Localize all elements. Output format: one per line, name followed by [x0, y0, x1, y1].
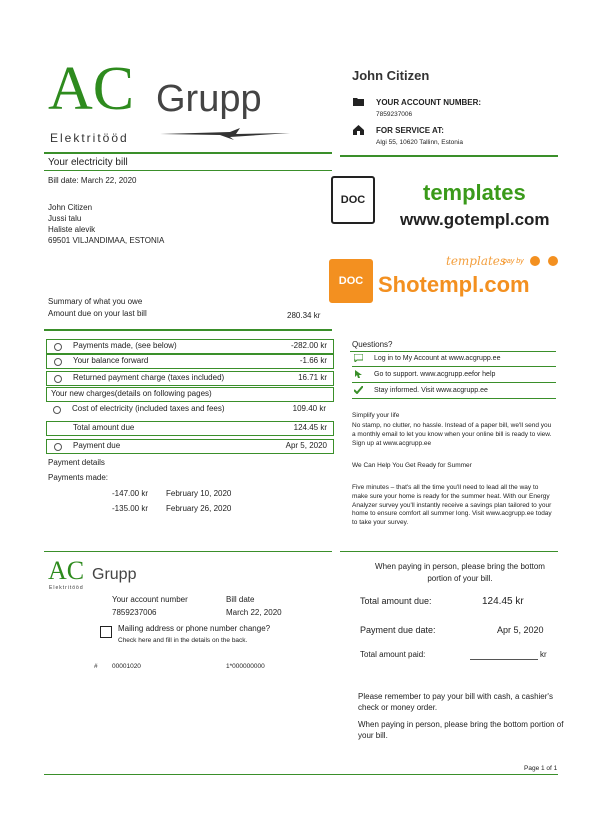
stub-due-date-value: Apr 5, 2020	[497, 625, 544, 635]
stub-logo-ac: AC	[48, 556, 85, 585]
stub-total-due-value: 124.45 kr	[482, 596, 524, 607]
service-label: FOR SERVICE AT:	[376, 126, 444, 135]
simplify-text: No stamp, no clutter, no hassle. Instead of a paper bill, we'll send you a monthly email to let you know when your online bill is ready to view. Sign up at www.acgrupp.ee	[352, 422, 552, 447]
stub-total-due-label: Total amount due:	[360, 596, 432, 606]
bill-date: Bill date: March 22, 2020	[48, 176, 137, 185]
header-divider-right	[340, 155, 558, 157]
question-text: Log in to My Account at www.acgrupp.ee	[374, 355, 501, 362]
logo-subtitle: Elektritööd	[50, 131, 129, 145]
payment-amount-1: -147.00 kr	[112, 489, 149, 498]
customer-name: John Citizen	[352, 68, 430, 83]
address-line-4: 69501 VILJANDIMAA, ESTONIA	[48, 236, 165, 245]
row-label: Returned payment charge (taxes included)	[73, 373, 225, 382]
row-label: Your new charges(details on following pages)	[51, 389, 212, 398]
logo-grupp: Grupp	[156, 78, 262, 120]
mailing-change-label: Mailing address or phone number change?	[118, 624, 271, 633]
last-bill-label: Amount due on your last bill	[48, 309, 147, 318]
chat-bubble-icon	[354, 354, 363, 362]
summary-divider	[44, 329, 332, 331]
row-value: 109.40 kr	[292, 404, 326, 413]
page-number: Page 1 of 1	[524, 765, 558, 772]
home-icon	[353, 125, 364, 135]
company-logo	[48, 55, 308, 148]
doc1-label: DOC	[340, 194, 366, 206]
question-text: Stay informed. Visit www.acgrupp.ee	[374, 387, 488, 394]
stub-logo-grupp: Grupp	[92, 566, 137, 583]
paypal-icon	[548, 256, 558, 266]
stub-logo	[48, 558, 158, 592]
footer-divider	[44, 774, 558, 775]
address-line-2: Jussi talu	[48, 214, 82, 223]
last-bill-value: 280.34 kr	[287, 311, 321, 320]
watermark-templates: templates	[423, 180, 526, 205]
total-due-row	[46, 421, 334, 436]
bill-title-divider	[44, 170, 332, 171]
lightning-swoosh-icon	[160, 128, 290, 140]
stub-paid-label: Total amount paid:	[360, 650, 426, 659]
watermark-gotempl: www.gotempl.com	[400, 210, 550, 229]
row-value: Apr 5, 2020	[285, 441, 327, 450]
watermark-pay-by: pay by	[503, 258, 524, 265]
stub-divider-left	[44, 551, 332, 552]
new-charges-row	[46, 387, 334, 402]
payment-due-row	[46, 439, 334, 454]
stub-remember: Please remember to pay your bill with cash, a cashier's check or money order.	[358, 692, 553, 712]
row-value: 16.71 kr	[298, 373, 327, 382]
service-address: Algi 55, 10620 Tallinn, Estonia	[376, 139, 463, 146]
payment-amount-2: -135.00 kr	[112, 504, 149, 513]
bullet-icon	[53, 406, 61, 414]
row-label: Payments made, (see below)	[73, 341, 177, 350]
payment-date-1: February 10, 2020	[166, 489, 232, 498]
amount-paid-field[interactable]	[470, 659, 538, 660]
cursor-icon	[354, 370, 363, 378]
row-label: Payment due	[73, 441, 121, 450]
row-value: -1.66 kr	[299, 356, 327, 365]
row-value: 124.45 kr	[293, 423, 327, 432]
checkmark-icon	[354, 386, 363, 394]
bullet-icon	[54, 358, 62, 366]
bullet-icon	[54, 375, 62, 383]
stub-code-1: 00001020	[112, 663, 141, 670]
row-label: Your balance forward	[73, 356, 149, 365]
bitcoin-icon	[530, 256, 540, 266]
summary-row-payments	[46, 339, 334, 354]
stub-paid-unit: kr	[540, 650, 547, 659]
row-label: Cost of electricity (included taxes and fees)	[72, 404, 225, 413]
summer-text: Five minutes – that's all the time you'll need to lead all the way to make sure your home is ready for the summer heat. With our Energy Analyzer survey you'll instantly receive a savings plan tailored to your home to ensure comfort all summer long. Visit www.acgrupp.ee today to take your survey.	[352, 484, 552, 527]
simplify-title: Simplify your life	[352, 412, 400, 419]
watermark-shotempl: Shotempl.com	[378, 272, 530, 297]
bullet-icon	[54, 343, 62, 351]
row-label: Total amount due	[73, 423, 135, 432]
summer-title: We Can Help You Get Ready for Summer	[352, 462, 472, 469]
bill-title: Your electricity bill	[48, 157, 128, 168]
folder-icon	[353, 97, 364, 106]
account-number-value: 7859237006	[376, 111, 413, 118]
summary-row-balance	[46, 354, 334, 369]
watermark-script: templates	[446, 254, 507, 268]
questions-title: Questions?	[352, 340, 393, 349]
question-item-login[interactable]	[352, 352, 556, 367]
stub-hash: #	[94, 663, 98, 670]
stub-billdate-label: Bill date	[226, 595, 255, 604]
stub-code-2: 1*000000000	[226, 663, 265, 670]
stub-logo-subtitle: Elektritööd	[49, 585, 84, 591]
question-text: Go to support. www.acgrupp.eefor help	[374, 371, 496, 378]
payment-details-label: Payment details	[48, 458, 105, 467]
doc-file-icon	[331, 176, 375, 224]
stub-account-label: Your account number	[112, 595, 188, 604]
stub-due-date-label: Payment due date:	[360, 625, 436, 635]
question-item-support[interactable]	[352, 368, 556, 383]
mailing-change-sub: Check here and fill in the details on the back.	[118, 637, 248, 644]
row-value: -282.00 kr	[290, 341, 327, 350]
payments-made-label: Payments made:	[48, 473, 109, 482]
doc-file-orange-icon	[329, 259, 373, 303]
summary-row-returned	[46, 371, 334, 386]
stub-account-number: 7859237006	[112, 608, 157, 617]
payment-date-2: February 26, 2020	[166, 504, 232, 513]
address-line-3: Haliste alevik	[48, 225, 96, 234]
header-divider-left	[44, 152, 332, 154]
logo-ac: AC	[48, 55, 135, 123]
question-item-informed[interactable]	[352, 384, 556, 399]
summary-title: Summary of what you owe	[48, 297, 143, 306]
doc2-label: DOC	[338, 275, 364, 287]
stub-in-person-2: When paying in person, please bring the bottom portion of your bill.	[358, 720, 564, 740]
mailing-change-checkbox[interactable]	[100, 626, 112, 638]
electricity-row	[46, 403, 332, 416]
stub-billdate-value: March 22, 2020	[226, 608, 282, 617]
account-number-label: YOUR ACCOUNT NUMBER:	[376, 98, 482, 107]
stub-divider-right	[340, 551, 558, 552]
stub-in-person: When paying in person, please bring the bottom portion of your bill.	[375, 562, 545, 583]
address-line-1: John Citizen	[48, 203, 93, 212]
bullet-icon	[54, 443, 62, 451]
